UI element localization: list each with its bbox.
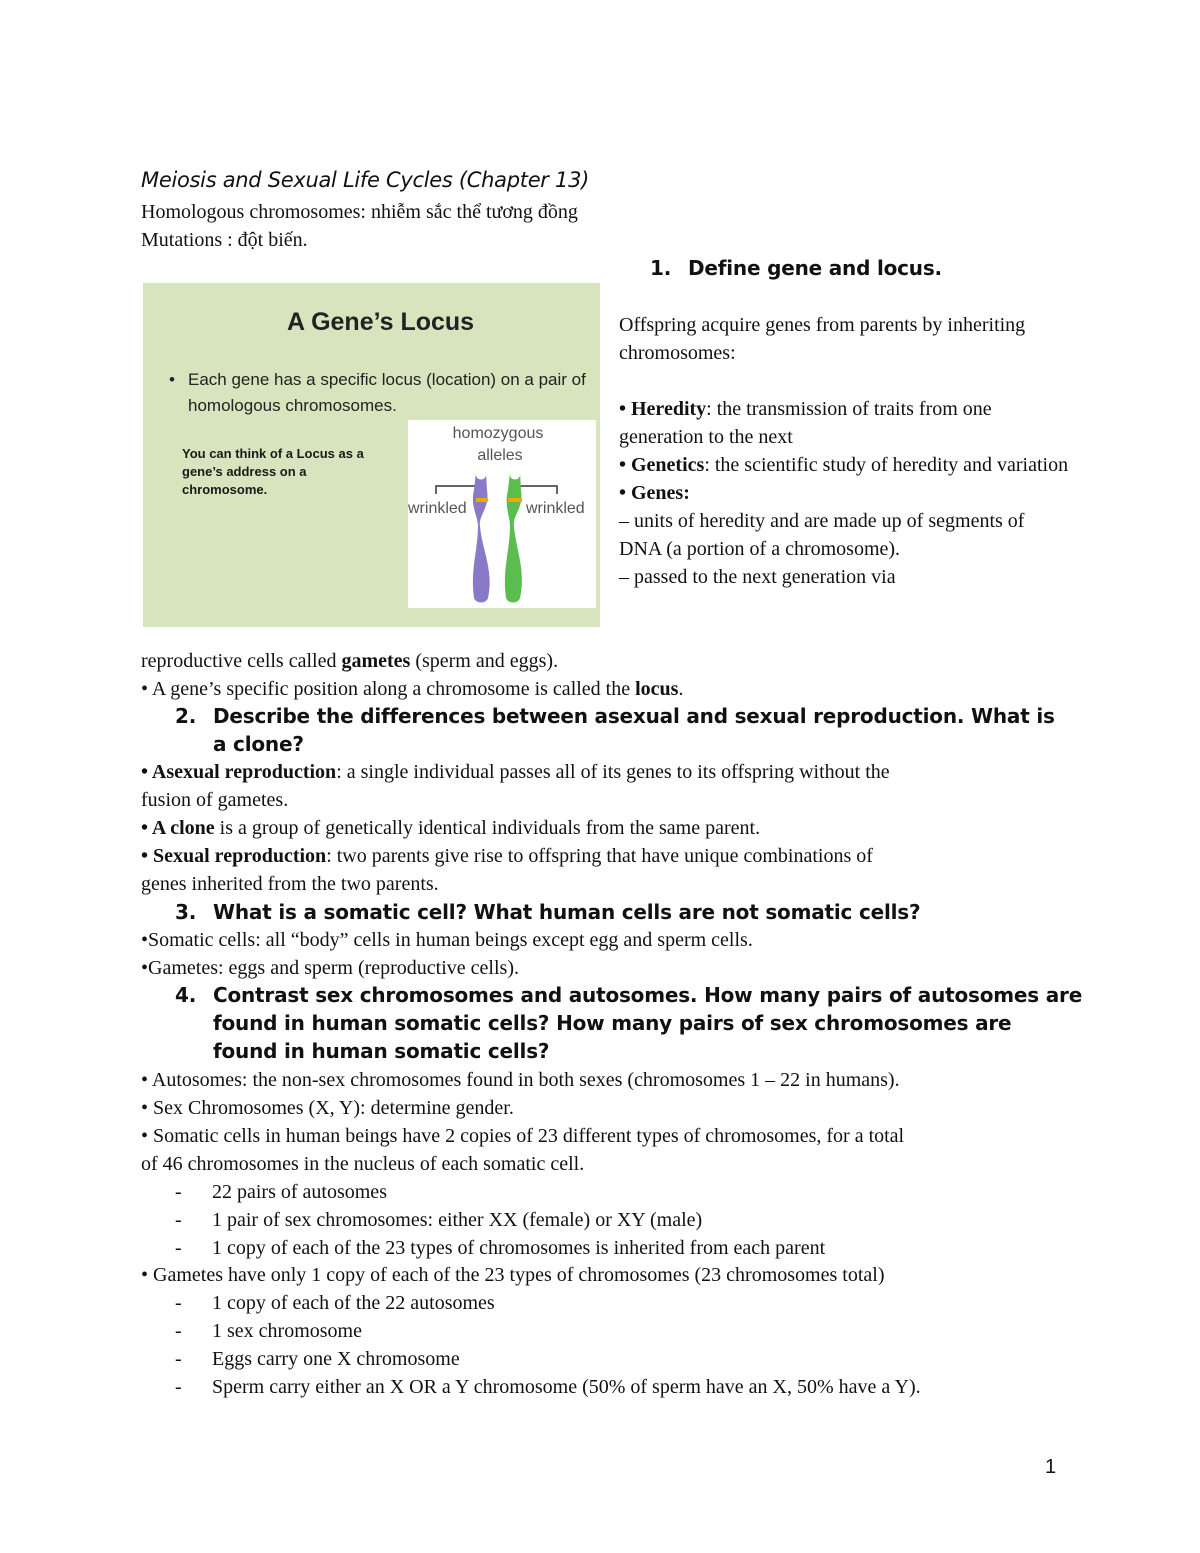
definition: : the transmission of traits from one generation to the next xyxy=(619,398,992,448)
asexual-line xyxy=(141,758,890,786)
question-number: 2. xyxy=(175,704,197,728)
somatic-line: •Somatic cells: all “body” cells in human beings except egg and sperm cells. xyxy=(141,929,753,951)
sexual-line-cont: genes inherited from the two parents. xyxy=(141,873,439,895)
chromosome-diagram xyxy=(408,420,596,608)
term: • Asexual reproduction xyxy=(141,761,337,783)
definition-genetics xyxy=(619,451,1069,479)
list-item: Sperm carry either an X OR a Y chromosome (50% of sperm have an X, 50% have a Y). xyxy=(212,1376,921,1398)
somatic-cells-line: • Somatic cells in human beings have 2 copies of 23 different types of chromosomes, for a total xyxy=(141,1125,905,1147)
text: : a single individual passes all of its genes to its offspring without the xyxy=(336,761,890,783)
text: (sperm and eggs). xyxy=(410,650,559,672)
list-item: 1 copy of each of the 22 autosomes xyxy=(212,1292,495,1314)
page-title: Meiosis and Sexual Life Cycles (Chapter 13) xyxy=(141,168,590,192)
question-4-heading xyxy=(175,981,1083,1065)
sexual-line xyxy=(141,842,873,870)
term: • Genetics xyxy=(619,454,705,476)
pointer-line-right xyxy=(516,486,557,494)
genes-detail: – units of heredity and are made up of segments of DNA (a portion of a chromosome). xyxy=(619,510,1025,560)
question-1-heading xyxy=(650,254,1050,282)
text: . xyxy=(678,678,684,700)
definition: : the scientific study of heredity and variation xyxy=(704,454,1069,476)
list-item: 1 sex chromosome xyxy=(212,1320,362,1342)
term: • Genes: xyxy=(619,482,690,504)
question-text: found in human somatic cells? How many pairs of sex chromosomes are xyxy=(213,1011,1012,1035)
figure-note: You can think of a Locus as a gene’s address on a chromosome. xyxy=(182,446,364,497)
question-text: Describe the differences between asexual and sexual reproduction. What is xyxy=(213,704,1055,728)
bullet-icon: • xyxy=(169,370,175,389)
genes-detail: – passed to the next generation via xyxy=(619,566,896,588)
list-dash: - xyxy=(175,1320,182,1342)
intro-text: Offspring acquire genes from parents by inheriting chromosomes: xyxy=(619,314,1026,364)
gene-locus-figure xyxy=(143,283,600,627)
question-number: 1. xyxy=(650,256,672,280)
definitions-column xyxy=(619,311,1069,591)
question-text: What is a somatic cell? What human cells are not somatic cells? xyxy=(213,900,921,924)
clone-line xyxy=(141,814,760,842)
list-dash: - xyxy=(175,1348,182,1370)
text: reproductive cells called xyxy=(141,650,342,672)
right-chromosome xyxy=(505,472,522,603)
autosomes-line: • Autosomes: the non-sex chromosomes found in both sexes (chromosomes 1 – 22 in humans). xyxy=(141,1069,900,1091)
question-text: Contrast sex chromosomes and autosomes. How many pairs of autosomes are xyxy=(213,983,1083,1007)
locus-band-right xyxy=(508,498,522,502)
vocab-line: Homologous chromosomes: nhiễm sắc thể tương đồng xyxy=(141,201,578,223)
question-text: Define gene and locus. xyxy=(688,256,942,280)
list-item: 1 copy of each of the 23 types of chromosomes is inherited from each parent xyxy=(212,1237,826,1259)
question-number: 4. xyxy=(175,983,197,1007)
term: locus xyxy=(635,678,679,700)
term: gametes xyxy=(341,650,411,672)
locus-band-left xyxy=(476,498,488,502)
gametes-line xyxy=(141,647,558,675)
figure-title: A Gene’s Locus xyxy=(287,308,475,336)
list-dash: - xyxy=(175,1292,182,1314)
list-item: 22 pairs of autosomes xyxy=(212,1181,387,1203)
figure-bullet-text: Each gene has a specific locus (location) on a pair of homologous chromosomes. xyxy=(188,370,586,415)
spacer xyxy=(619,367,1069,395)
gametes-copies-line: • Gametes have only 1 copy of each of the 23 types of chromosomes (23 chromosomes total) xyxy=(141,1264,885,1286)
list-item: 1 pair of sex chromosomes: either XX (female) or XY (male) xyxy=(212,1209,703,1231)
label-wrinkled-left: wrinkled xyxy=(408,500,467,517)
label-alleles: alleles xyxy=(477,447,523,464)
label-wrinkled-right: wrinkled xyxy=(526,500,585,517)
question-3-heading xyxy=(175,898,1075,926)
list-dash: - xyxy=(175,1376,182,1398)
label-homozygous: homozygous xyxy=(452,425,544,442)
definition-heredity xyxy=(619,395,1069,451)
text: • A gene’s specific position along a chromosome is called the xyxy=(141,678,636,700)
asexual-line-cont: fusion of gametes. xyxy=(141,789,289,811)
text: is a group of genetically identical individuals from the same parent. xyxy=(214,817,761,839)
gametes-definition-line: •Gametes: eggs and sperm (reproductive cells). xyxy=(141,957,519,979)
list-dash: - xyxy=(175,1209,182,1231)
question-text: a clone? xyxy=(213,732,304,756)
question-2-heading xyxy=(175,702,1075,758)
list-dash: - xyxy=(175,1237,182,1259)
list-dash: - xyxy=(175,1181,182,1203)
term: • Heredity xyxy=(619,398,707,420)
question-text: found in human somatic cells? xyxy=(213,1039,550,1063)
vocab-line: Mutations : đột biến. xyxy=(141,229,308,251)
sex-chromosomes-line: • Sex Chromosomes (X, Y): determine gender. xyxy=(141,1097,514,1119)
chromosome-illustration xyxy=(408,420,596,608)
list-item: Eggs carry one X chromosome xyxy=(212,1348,460,1370)
locus-line xyxy=(141,675,683,703)
term: • A clone xyxy=(141,817,215,839)
definition-genes xyxy=(619,479,1069,507)
page-number: 1 xyxy=(1045,1456,1057,1478)
term: • Sexual reproduction xyxy=(141,845,327,867)
somatic-cells-line-cont: of 46 chromosomes in the nucleus of each somatic cell. xyxy=(141,1153,585,1175)
text: : two parents give rise to offspring that have unique combinations of xyxy=(326,845,873,867)
left-chromosome xyxy=(473,472,490,603)
question-number: 3. xyxy=(175,900,197,924)
